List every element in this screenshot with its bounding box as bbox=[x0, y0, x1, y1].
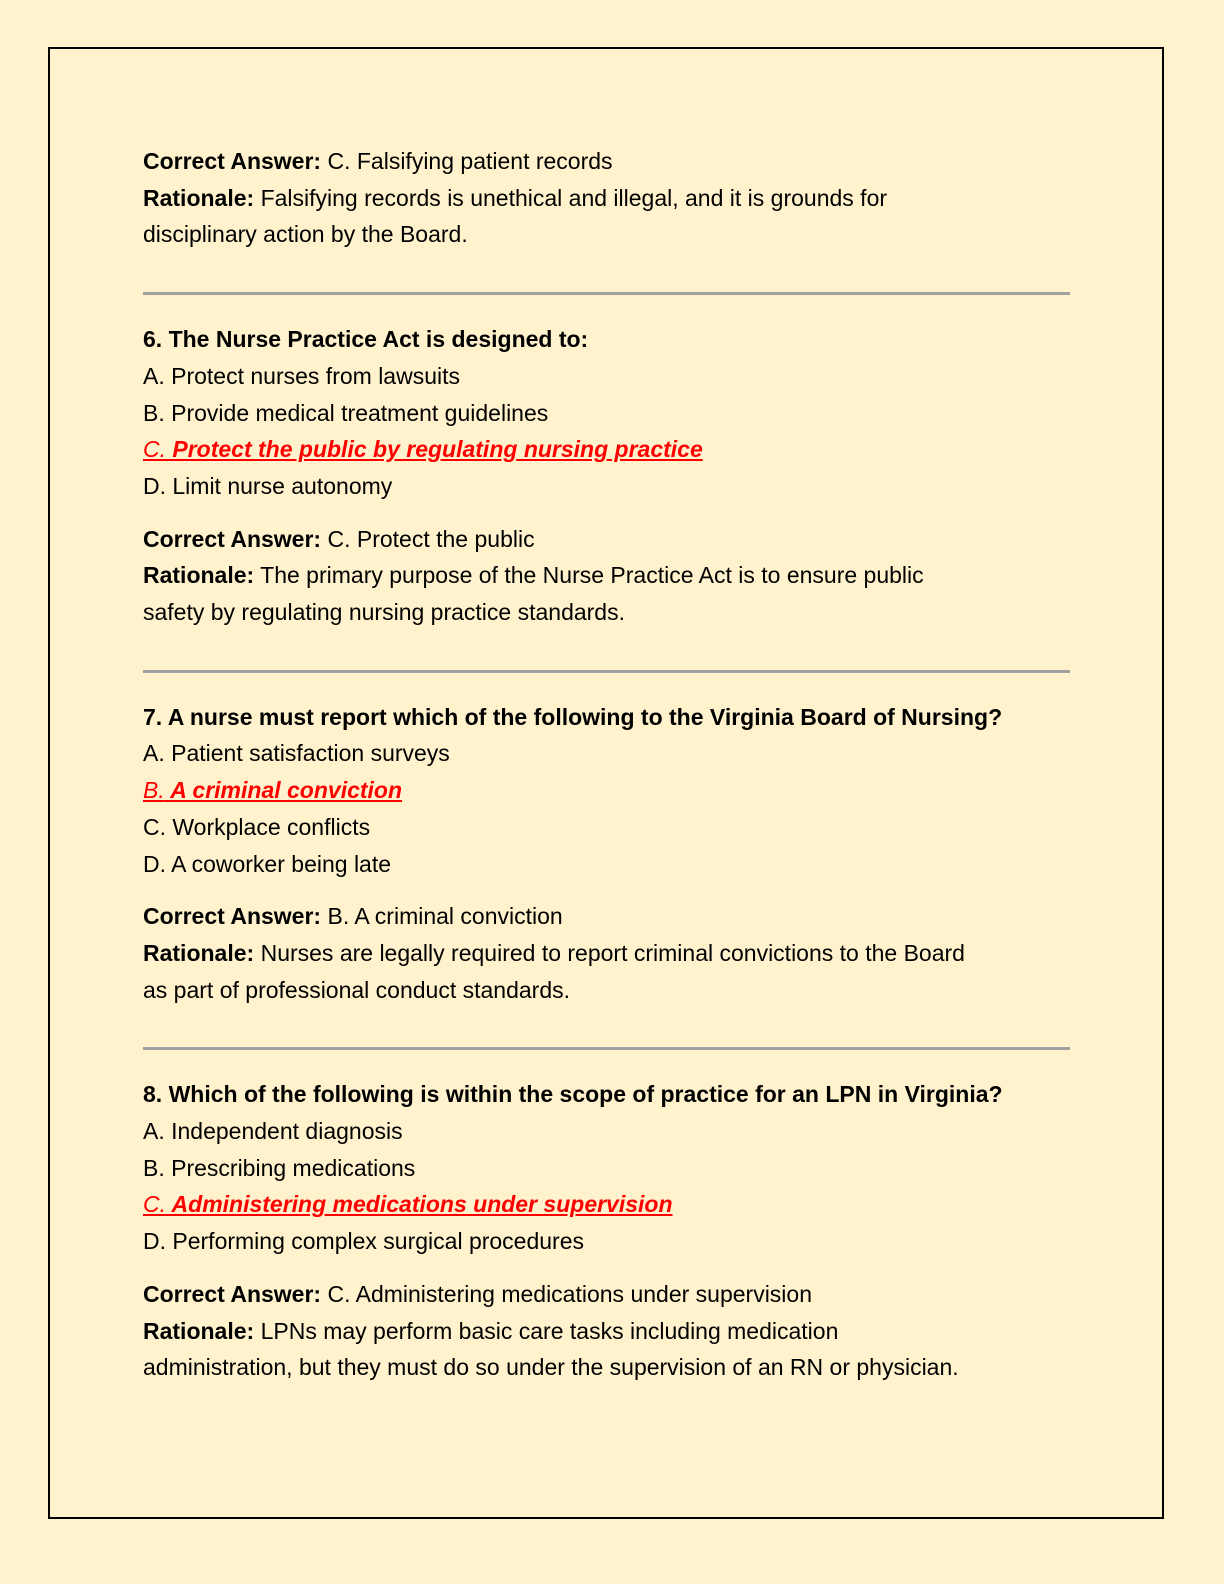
correct-answer-value: C. Falsifying patient records bbox=[321, 148, 613, 174]
option-letter: B. bbox=[143, 777, 165, 804]
question-6 bbox=[143, 321, 1073, 631]
question-prompt: 8. Which of the following is within the scope of practice for an LPN in Virginia? bbox=[143, 1081, 1003, 1108]
correct-answer-label: Correct Answer: bbox=[143, 525, 322, 552]
rationale-line bbox=[143, 557, 1073, 594]
correct-answer-line bbox=[143, 898, 1073, 935]
rationale-text: The primary purpose of the Nurse Practice Act is to ensure public bbox=[254, 562, 924, 589]
rationale-line bbox=[143, 935, 1073, 972]
rationale-label: Rationale: bbox=[143, 939, 255, 966]
rationale-line bbox=[143, 180, 1073, 217]
answer-block bbox=[143, 1276, 1073, 1386]
rationale-line bbox=[143, 1313, 1073, 1350]
correct-answer-line bbox=[143, 521, 1073, 558]
document-content bbox=[143, 143, 1073, 1386]
correct-answer-line bbox=[143, 143, 1073, 180]
option-b-correct bbox=[143, 772, 1073, 809]
question-prompt: 7. A nurse must report which of the following to the Virginia Board of Nursing? bbox=[143, 703, 1003, 730]
question-prompt: 6. The Nurse Practice Act is designed to: bbox=[143, 326, 589, 353]
correct-answer-label: Correct Answer: bbox=[143, 903, 322, 930]
option-d: D. Performing complex surgical procedures bbox=[143, 1228, 585, 1255]
rationale-line-continued: disciplinary action by the Board. bbox=[143, 221, 468, 248]
rationale-label: Rationale: bbox=[143, 1317, 255, 1344]
option-b: B. Prescribing medications bbox=[143, 1154, 416, 1181]
correct-answer-label: Correct Answer: bbox=[143, 1280, 322, 1307]
section-divider bbox=[143, 292, 1070, 295]
rationale-text: Falsifying records is unethical and illegal, and it is grounds for bbox=[254, 184, 888, 211]
question-8 bbox=[143, 1076, 1073, 1386]
rationale-label: Rationale: bbox=[143, 184, 255, 211]
option-a: A. Patient satisfaction surveys bbox=[143, 740, 450, 767]
option-a: A. Protect nurses from lawsuits bbox=[143, 362, 460, 389]
correct-answer-value: B. A criminal conviction bbox=[321, 903, 563, 930]
rationale-line-continued: as part of professional conduct standards. bbox=[143, 976, 571, 1003]
rationale-label: Rationale: bbox=[143, 562, 255, 589]
option-b: B. Provide medical treatment guidelines bbox=[143, 399, 549, 426]
option-text: Administering medications under supervision bbox=[166, 1191, 673, 1218]
correct-answer-value: C. Protect the public bbox=[321, 525, 535, 552]
correct-answer-label: Correct Answer: bbox=[143, 148, 322, 174]
option-c-correct bbox=[143, 1186, 1073, 1223]
option-d: D. A coworker being late bbox=[143, 850, 392, 877]
section-divider bbox=[143, 670, 1070, 673]
option-text: Protect the public by regulating nursing practice bbox=[166, 436, 703, 463]
answer-block bbox=[143, 521, 1073, 631]
option-c: C. Workplace conflicts bbox=[143, 813, 371, 840]
option-letter: C. bbox=[143, 436, 166, 463]
correct-answer-line bbox=[143, 1276, 1073, 1313]
question-7 bbox=[143, 699, 1073, 1009]
option-a: A. Independent diagnosis bbox=[143, 1118, 403, 1145]
rationale-text: Nurses are legally required to report criminal convictions to the Board bbox=[254, 939, 965, 966]
rationale-line-continued: administration, but they must do so under the supervision of an RN or physician. bbox=[143, 1354, 959, 1381]
rationale-text: LPNs may perform basic care tasks including medication bbox=[254, 1317, 839, 1344]
option-letter: C. bbox=[143, 1191, 166, 1218]
section-divider bbox=[143, 1047, 1070, 1050]
option-d: D. Limit nurse autonomy bbox=[143, 472, 393, 499]
intro-answer-block bbox=[143, 143, 1073, 253]
answer-block bbox=[143, 898, 1073, 1008]
rationale-line-continued: safety by regulating nursing practice standards. bbox=[143, 599, 625, 626]
option-c-correct bbox=[143, 431, 1073, 468]
option-text: A criminal conviction bbox=[164, 777, 403, 804]
correct-answer-value: C. Administering medications under supervision bbox=[321, 1280, 812, 1307]
